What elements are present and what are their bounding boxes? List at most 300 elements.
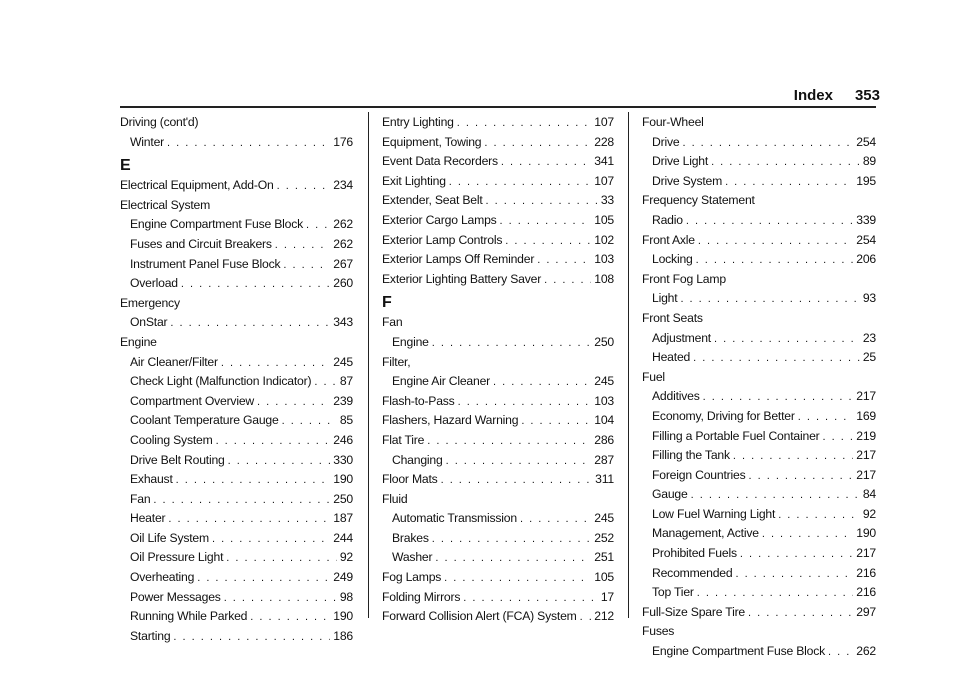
dot-leader: [197, 569, 330, 589]
entry-text: Driving (cont'd): [120, 115, 199, 129]
index-subentry: [642, 485, 876, 505]
index-heading: [120, 333, 353, 353]
page-ref: 286: [594, 432, 614, 447]
index-entry: [382, 133, 614, 153]
index-heading: [120, 294, 353, 314]
entry-text: Fuel: [642, 369, 665, 384]
page-ref: 239: [333, 393, 353, 408]
page-ref: 262: [333, 217, 353, 232]
entry-text: Compartment Overview: [130, 393, 255, 408]
index-subentry: [642, 642, 876, 662]
entry-text: Gauge: [652, 487, 688, 502]
dot-leader: [250, 608, 330, 628]
index-entry: [642, 231, 876, 251]
index-subentry: [642, 446, 876, 466]
entry-text: Filling the Tank: [652, 448, 730, 463]
index-subentry: [642, 524, 876, 544]
page-ref: 176: [333, 134, 353, 149]
section-title: Index: [793, 86, 833, 104]
dot-leader: [505, 232, 591, 252]
entry-text: Oil Pressure Light: [130, 550, 224, 565]
page-ref: 186: [333, 628, 353, 643]
page-ref: 234: [333, 178, 353, 193]
index-subentry: [642, 250, 876, 270]
entry-text: Engine: [120, 334, 157, 349]
dot-leader: [682, 134, 853, 154]
entry-text: Entry Lighting: [382, 115, 454, 129]
index-entry: [382, 270, 614, 290]
entry-text: Coolant Temperature Gauge: [130, 413, 279, 428]
entry-text: Drive: [652, 134, 680, 149]
entry-text: Fuses and Circuit Breakers: [130, 236, 272, 251]
index-heading: [642, 191, 876, 211]
entry-text: Fan: [382, 315, 403, 330]
index-subentry: [120, 548, 353, 568]
entry-text: Power Messages: [130, 589, 221, 604]
page-ref: 254: [856, 232, 876, 247]
dot-leader: [228, 452, 331, 472]
entry-text: Winter: [130, 134, 165, 149]
dot-leader: [691, 486, 860, 506]
dot-leader: [823, 428, 854, 448]
page-ref: 107: [594, 173, 614, 188]
index-subentry: [120, 490, 353, 510]
dot-leader: [703, 388, 854, 408]
page-ref: 190: [333, 609, 353, 624]
page-ref: 339: [856, 212, 876, 227]
dot-leader: [711, 153, 860, 173]
entry-text: Light: [652, 291, 678, 306]
dot-leader: [444, 569, 591, 589]
index-subentry: [642, 387, 876, 407]
index-heading: [120, 113, 353, 133]
index-subentry: [642, 152, 876, 172]
dot-leader: [680, 290, 859, 310]
dot-leader: [449, 173, 591, 193]
page-ref: 341: [594, 154, 614, 169]
entry-text: Front Fog Lamp: [642, 271, 726, 286]
entry-text: Top Tier: [652, 585, 694, 600]
dot-leader: [226, 549, 337, 569]
page-ref: 251: [594, 550, 614, 565]
entry-text: Exhaust: [130, 472, 173, 487]
index-entry: [382, 191, 614, 211]
page-ref: 262: [856, 644, 876, 659]
index-subentry: [382, 548, 614, 568]
entry-text: Exterior Cargo Lamps: [382, 212, 497, 227]
page-ref: 228: [594, 134, 614, 149]
entry-text: Washer: [392, 550, 433, 565]
entry-text: Exterior Lamp Controls: [382, 232, 503, 247]
entry-text: Frequency Statement: [642, 193, 755, 208]
dot-leader: [173, 628, 330, 648]
index-subentry: [120, 133, 353, 153]
dot-leader: [521, 412, 591, 432]
index-column-1: [120, 113, 353, 646]
entry-text: Additives: [652, 389, 700, 404]
entry-text: Heated: [652, 350, 691, 365]
entry-text: Fan: [130, 491, 151, 506]
entry-text: Check Light (Malfunction Indicator): [130, 374, 312, 389]
page-ref: 108: [594, 271, 614, 286]
entry-text: Oil Life System: [130, 530, 209, 545]
entry-text: Management, Active: [652, 526, 759, 541]
index-entry: [382, 411, 614, 431]
page-ref: 246: [333, 432, 353, 447]
index-subentry: [642, 505, 876, 525]
page-ref: 260: [333, 276, 353, 291]
index-subentry: [120, 313, 353, 333]
page-ref: 190: [333, 472, 353, 487]
index-subentry: [120, 392, 353, 412]
index-entry: [382, 470, 614, 490]
column-divider: [368, 112, 369, 618]
entry-text: Front Seats: [642, 310, 703, 325]
page-ref: 330: [333, 452, 353, 467]
entry-text: Folding Mirrors: [382, 589, 461, 604]
page-ref: 23: [862, 330, 876, 345]
dot-leader: [153, 491, 330, 511]
page-ref: 98: [339, 589, 353, 604]
index-subentry: [382, 333, 614, 353]
index-subentry: [642, 211, 876, 231]
dot-leader: [224, 589, 337, 609]
page-ref: 267: [333, 256, 353, 271]
index-heading: [382, 490, 614, 510]
index-subentry: [642, 466, 876, 486]
dot-leader: [306, 216, 330, 236]
entry-text: Cooling System: [130, 432, 213, 447]
index-entry: [642, 603, 876, 623]
entry-text: Engine: [392, 334, 429, 349]
entry-text: Changing: [392, 452, 443, 467]
page-ref: 206: [856, 252, 876, 267]
dot-leader: [693, 349, 860, 369]
page-ref: 262: [333, 236, 353, 251]
page-ref: 104: [594, 413, 614, 428]
page-ref: 217: [856, 546, 876, 561]
dot-leader: [537, 251, 591, 271]
entry-text: Event Data Recorders: [382, 154, 498, 169]
index-entry: [382, 250, 614, 270]
index-subentry: [120, 215, 353, 235]
entry-text: Automatic Transmission: [392, 511, 517, 526]
dot-leader: [170, 314, 330, 334]
page-ref: 103: [594, 393, 614, 408]
entry-text: Filter,: [382, 354, 411, 369]
dot-leader: [714, 330, 860, 350]
index-subentry: [642, 172, 876, 192]
page-ref: 169: [856, 408, 876, 423]
index-subentry: [642, 564, 876, 584]
index-subentry: [120, 627, 353, 647]
entry-text: Flat Tire: [382, 432, 425, 447]
index-entry: [382, 568, 614, 588]
index-subentry: [642, 544, 876, 564]
index-subentry: [642, 583, 876, 603]
page-ref: 245: [594, 511, 614, 526]
entry-text: Extender, Seat Belt: [382, 193, 483, 208]
entry-text: Adjustment: [652, 330, 711, 345]
page-ref: 93: [862, 291, 876, 306]
section-letter: E: [120, 157, 131, 175]
index-entry: [382, 588, 614, 608]
index-subentry: [120, 588, 353, 608]
index-subentry: [382, 529, 614, 549]
index-subentry: [120, 529, 353, 549]
dot-leader: [735, 565, 853, 585]
index-subentry: [642, 407, 876, 427]
dot-leader: [748, 604, 853, 624]
index-column-3: [642, 113, 876, 662]
dot-leader: [493, 373, 591, 393]
index-subentry: [382, 372, 614, 392]
entry-text: Drive Light: [652, 154, 709, 169]
index-subentry: [642, 133, 876, 153]
index-entry: [382, 113, 614, 133]
dot-leader: [446, 452, 592, 472]
dot-leader: [432, 334, 592, 354]
dot-leader: [828, 643, 853, 663]
dot-leader: [432, 530, 592, 550]
dot-leader: [778, 506, 860, 526]
entry-text: Full-Size Spare Tire: [642, 604, 746, 619]
dot-leader: [282, 412, 337, 432]
dot-leader: [501, 153, 591, 173]
dot-leader: [733, 447, 853, 467]
page-ref: 105: [594, 212, 614, 227]
index-subentry: [120, 607, 353, 627]
entry-text: Fluid: [382, 491, 408, 506]
index-subentry: [120, 509, 353, 529]
dot-leader: [458, 393, 592, 413]
page-ref: 219: [856, 428, 876, 443]
index-subentry: [382, 509, 614, 529]
entry-text: Front Axle: [642, 232, 695, 247]
entry-text: Exterior Lamps Off Reminder: [382, 252, 535, 267]
entry-text: Foreign Countries: [652, 467, 746, 482]
page-ref: 287: [594, 452, 614, 467]
page-ref: 250: [594, 334, 614, 349]
dot-leader: [167, 134, 330, 154]
page-ref: 297: [856, 604, 876, 619]
entry-text: Equipment, Towing: [382, 134, 482, 149]
page-ref: 89: [862, 154, 876, 169]
dot-leader: [176, 471, 331, 491]
dot-leader: [441, 471, 593, 491]
entry-text: Electrical Equipment, Add-On: [120, 178, 274, 193]
entry-text: Four-Wheel: [642, 115, 704, 129]
index-subentry: [120, 372, 353, 392]
entry-text: OnStar: [130, 315, 168, 330]
page-ref: 84: [862, 487, 876, 502]
index-heading: [382, 313, 614, 333]
index-entry: [382, 231, 614, 251]
dot-leader: [463, 589, 598, 609]
index-subentry: [642, 427, 876, 447]
page-ref: 245: [594, 374, 614, 389]
entry-text: Electrical System: [120, 197, 211, 212]
index-subentry: [120, 235, 353, 255]
page-ref: 87: [339, 374, 353, 389]
index-entry: [120, 176, 353, 196]
dot-leader: [181, 275, 330, 295]
entry-text: Starting: [130, 628, 171, 643]
dot-leader: [221, 354, 330, 374]
dot-leader: [168, 510, 330, 530]
page-ref: 190: [856, 526, 876, 541]
entry-text: Overheating: [130, 570, 195, 585]
dot-leader: [457, 114, 592, 134]
dot-leader: [748, 467, 853, 487]
entry-text: Prohibited Fuels: [652, 546, 737, 561]
dot-leader: [427, 432, 591, 452]
dot-leader: [257, 393, 330, 413]
dot-leader: [544, 271, 591, 291]
section-letter: F: [382, 294, 392, 312]
page-ref: 249: [333, 570, 353, 585]
dot-leader: [314, 373, 337, 393]
entry-text: Floor Mats: [382, 472, 438, 487]
index-subentry: [120, 451, 353, 471]
page-header: [770, 85, 880, 105]
entry-text: Flashers, Hazard Warning: [382, 413, 519, 428]
dot-leader: [212, 530, 330, 550]
index-entry: [382, 152, 614, 172]
index-column-2: [382, 113, 614, 627]
dot-leader: [484, 134, 591, 154]
index-heading: [642, 368, 876, 388]
dot-leader: [216, 432, 331, 452]
entry-text: Instrument Panel Fuse Block: [130, 256, 281, 271]
dot-leader: [696, 251, 854, 271]
page-ref: 244: [333, 530, 353, 545]
dot-leader: [725, 173, 853, 193]
entry-text: Filling a Portable Fuel Container: [652, 428, 820, 443]
dot-leader: [435, 549, 591, 569]
page-ref: 85: [339, 413, 353, 428]
entry-text: Drive System: [652, 173, 723, 188]
index-heading: [642, 309, 876, 329]
page-ref: 216: [856, 565, 876, 580]
entry-text: Fuses: [642, 624, 675, 639]
dot-leader: [275, 236, 330, 256]
dot-leader: [740, 545, 853, 565]
index-subentry: [120, 411, 353, 431]
index-subentry: [120, 431, 353, 451]
dot-leader: [500, 212, 592, 232]
page-ref: 187: [333, 511, 353, 526]
entry-text: Low Fuel Warning Light: [652, 506, 776, 521]
entry-text: Air Cleaner/Filter: [130, 354, 218, 369]
entry-text: Flash-to-Pass: [382, 393, 455, 408]
entry-text: Drive Belt Routing: [130, 452, 225, 467]
entry-text: Engine Compartment Fuse Block: [130, 217, 304, 232]
page-ref: 311: [595, 472, 614, 487]
entry-text: Exterior Lighting Battery Saver: [382, 271, 542, 286]
page-ref: 217: [856, 448, 876, 463]
page-ref: 245: [333, 354, 353, 369]
dot-leader: [798, 408, 854, 428]
entry-text: Brakes: [392, 530, 429, 545]
index-entry: [382, 172, 614, 192]
index-entry: [382, 392, 614, 412]
index-subentry: [120, 470, 353, 490]
index-heading: [642, 270, 876, 290]
dot-leader: [686, 212, 853, 232]
dot-leader: [762, 525, 853, 545]
index-entry: [382, 211, 614, 231]
entry-text: Overload: [130, 276, 178, 291]
page-ref: 343: [333, 315, 353, 330]
page-ref: 252: [594, 530, 614, 545]
entry-text: Locking: [652, 252, 693, 267]
page-ref: 102: [594, 232, 614, 247]
entry-text: Recommended: [652, 565, 733, 580]
index-subentry: [120, 255, 353, 275]
page-ref: 195: [856, 173, 876, 188]
page-ref: 212: [594, 609, 614, 624]
index-entry: [382, 607, 614, 627]
dot-leader: [697, 584, 854, 604]
page-ref: 250: [333, 491, 353, 506]
index-subentry: [642, 289, 876, 309]
page-ref: 217: [856, 467, 876, 482]
page-ref: 217: [856, 389, 876, 404]
page-ref: 216: [856, 585, 876, 600]
index-heading: [120, 196, 353, 216]
dot-leader: [580, 608, 592, 628]
index-heading: [642, 113, 876, 133]
page-ref: 107: [594, 115, 614, 129]
page-ref: 103: [594, 252, 614, 267]
page-ref: 254: [856, 134, 876, 149]
index-subentry: [120, 353, 353, 373]
index-subentry: [642, 329, 876, 349]
page-ref: 33: [600, 193, 614, 208]
header-rule: [120, 106, 876, 108]
dot-leader: [698, 232, 853, 252]
entry-text: Emergency: [120, 295, 180, 310]
entry-text: Engine Compartment Fuse Block: [652, 644, 826, 659]
index-subentry: [382, 451, 614, 471]
dot-leader: [283, 256, 330, 276]
entry-text: Forward Collision Alert (FCA) System: [382, 609, 577, 624]
entry-text: Exit Lighting: [382, 173, 446, 188]
entry-text: Engine Air Cleaner: [392, 374, 491, 389]
column-divider: [628, 112, 629, 618]
page-ref: 92: [339, 550, 353, 565]
entry-text: Fog Lamps: [382, 570, 442, 585]
index-entry: [382, 431, 614, 451]
index-subentry: [120, 568, 353, 588]
page-ref: 92: [862, 506, 876, 521]
index-heading: [382, 353, 614, 373]
entry-text: Economy, Driving for Better: [652, 408, 795, 423]
entry-text: Radio: [652, 212, 683, 227]
dot-leader: [520, 510, 591, 530]
dot-leader: [277, 177, 331, 197]
page-ref: 25: [862, 350, 876, 365]
dot-leader: [486, 192, 598, 212]
index-subentry: [642, 348, 876, 368]
index-subentry: [120, 274, 353, 294]
page-number: 353: [854, 86, 880, 104]
entry-text: Heater: [130, 511, 166, 526]
index-heading: [642, 622, 876, 642]
page-ref: 17: [600, 589, 614, 604]
entry-text: Running While Parked: [130, 609, 248, 624]
